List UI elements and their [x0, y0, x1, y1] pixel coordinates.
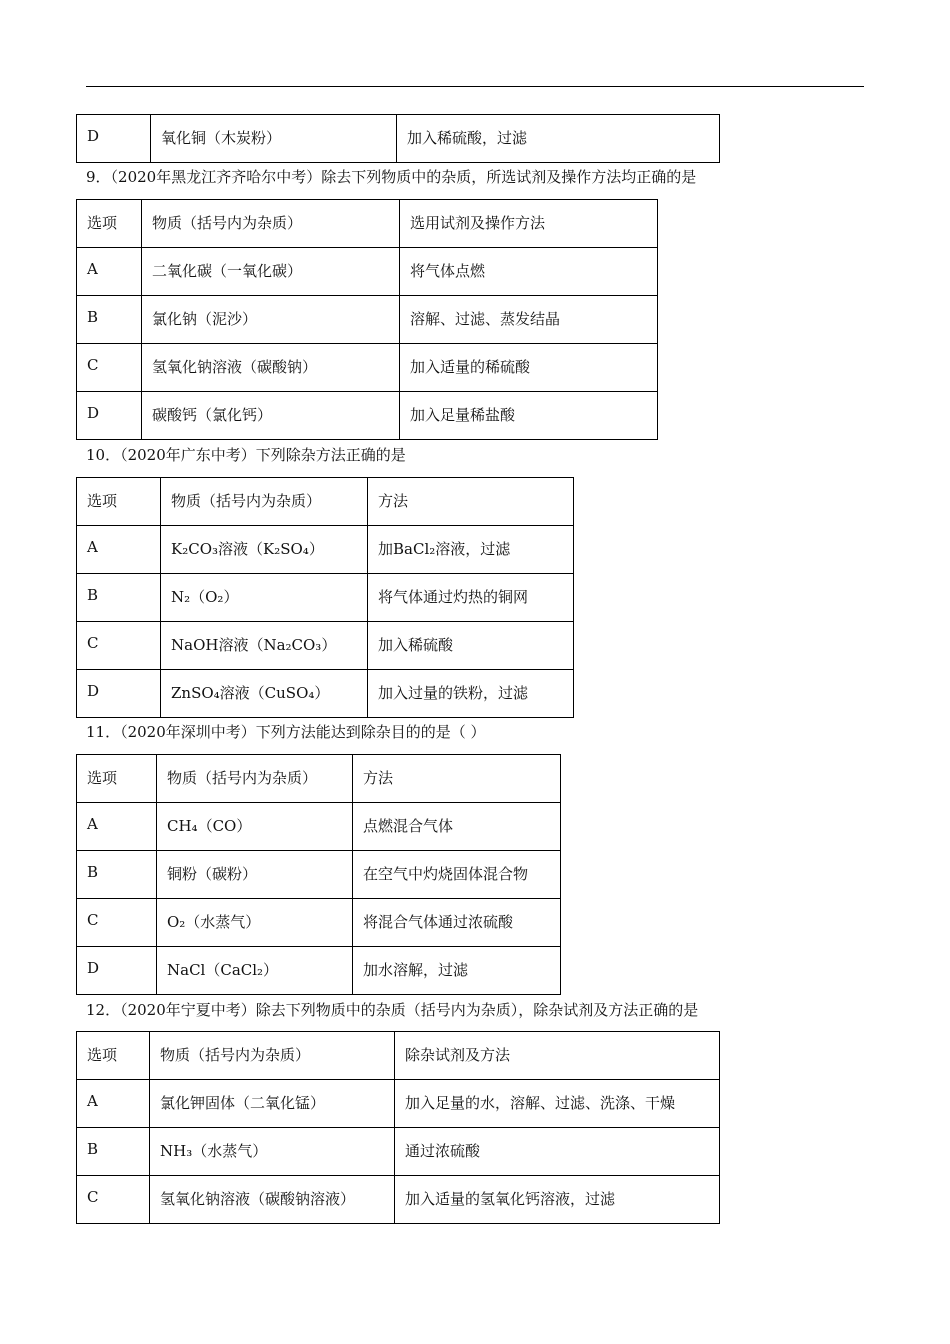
table-row [77, 115, 720, 163]
cell-option: C [77, 899, 157, 947]
cell-substance: 碳酸钙（氯化钙） [142, 392, 400, 440]
table-row [77, 574, 574, 622]
table-header-row [77, 478, 574, 526]
header-rule [86, 86, 864, 87]
q9-table [76, 199, 658, 440]
cell-substance: 氧化铜（木炭粉） [151, 115, 397, 163]
cell-substance: ZnSO₄溶液（CuSO₄） [161, 670, 368, 718]
header-substance: 物质（括号内为杂质） [161, 478, 368, 526]
cell-option: D [77, 392, 142, 440]
table-row [77, 526, 574, 574]
cell-option: C [77, 1176, 150, 1224]
cell-substance: 氯化钠（泥沙） [142, 296, 400, 344]
cell-option: B [77, 851, 157, 899]
cell-method: 加入足量的水，溶解、过滤、洗涤、干燥 [395, 1080, 720, 1128]
header-method: 除杂试剂及方法 [395, 1032, 720, 1080]
q11-table [76, 754, 561, 995]
cell-method: 将气体通过灼热的铜网 [368, 574, 574, 622]
cell-method: 通过浓硫酸 [395, 1128, 720, 1176]
cell-method: 加BaCl₂溶液，过滤 [368, 526, 574, 574]
q8-table [76, 114, 720, 163]
cell-substance: CH₄（CO） [157, 803, 353, 851]
table-row [77, 899, 561, 947]
table-row [77, 803, 561, 851]
cell-option: B [77, 1128, 150, 1176]
table-header-row [77, 755, 561, 803]
table-header-row [77, 1032, 720, 1080]
q12-table [76, 1031, 720, 1224]
cell-substance: NH₃（水蒸气） [150, 1128, 395, 1176]
table-row [77, 622, 574, 670]
header-method: 选用试剂及操作方法 [400, 200, 658, 248]
cell-method: 点燃混合气体 [353, 803, 561, 851]
cell-method: 加入足量稀盐酸 [400, 392, 658, 440]
cell-option: A [77, 803, 157, 851]
question-11: 11．（2020年深圳中考）下列方法能达到除杂目的的是（ ） [86, 723, 486, 741]
cell-method: 加水溶解，过滤 [353, 947, 561, 995]
cell-option: A [77, 248, 142, 296]
cell-option: D [77, 115, 151, 163]
cell-substance: K₂CO₃溶液（K₂SO₄） [161, 526, 368, 574]
cell-substance: 氢氧化钠溶液（碳酸钠溶液） [150, 1176, 395, 1224]
header-option: 选项 [77, 755, 157, 803]
cell-method: 加入稀硫酸 [368, 622, 574, 670]
header-substance: 物质（括号内为杂质） [142, 200, 400, 248]
cell-option: D [77, 947, 157, 995]
table-row [77, 1176, 720, 1224]
header-option: 选项 [77, 200, 142, 248]
table-row [77, 670, 574, 718]
cell-substance: 二氧化碳（一氧化碳） [142, 248, 400, 296]
cell-method: 加入过量的铁粉，过滤 [368, 670, 574, 718]
cell-method: 溶解、过滤、蒸发结晶 [400, 296, 658, 344]
table-row [77, 296, 658, 344]
cell-substance: NaOH溶液（Na₂CO₃） [161, 622, 368, 670]
header-substance: 物质（括号内为杂质） [157, 755, 353, 803]
cell-substance: NaCl（CaCl₂） [157, 947, 353, 995]
cell-substance: 氢氧化钠溶液（碳酸钠） [142, 344, 400, 392]
question-10: 10．（2020年广东中考）下列除杂方法正确的是 [86, 446, 406, 464]
table-row [77, 1080, 720, 1128]
cell-substance: 铜粉（碳粉） [157, 851, 353, 899]
table-row [77, 851, 561, 899]
cell-method: 加入稀硫酸，过滤 [397, 115, 720, 163]
cell-method: 在空气中灼烧固体混合物 [353, 851, 561, 899]
table-row [77, 344, 658, 392]
table-header-row [77, 200, 658, 248]
q10-table [76, 477, 574, 718]
table-row [77, 392, 658, 440]
cell-option: B [77, 574, 161, 622]
question-12: 12．（2020年宁夏中考）除去下列物质中的杂质（括号内为杂质），除杂试剂及方法正确的是 [86, 1001, 699, 1019]
table-row [77, 248, 658, 296]
cell-option: C [77, 622, 161, 670]
cell-option: B [77, 296, 142, 344]
cell-option: A [77, 526, 161, 574]
header-method: 方法 [368, 478, 574, 526]
cell-method: 将混合气体通过浓硫酸 [353, 899, 561, 947]
cell-option: A [77, 1080, 150, 1128]
cell-option: C [77, 344, 142, 392]
cell-substance: 氯化钾固体（二氧化锰） [150, 1080, 395, 1128]
cell-option: D [77, 670, 161, 718]
cell-method: 将气体点燃 [400, 248, 658, 296]
header-substance: 物质（括号内为杂质） [150, 1032, 395, 1080]
header-method: 方法 [353, 755, 561, 803]
cell-method: 加入适量的稀硫酸 [400, 344, 658, 392]
table-row [77, 1128, 720, 1176]
cell-method: 加入适量的氢氧化钙溶液，过滤 [395, 1176, 720, 1224]
question-9: 9．（2020年黑龙江齐齐哈尔中考）除去下列物质中的杂质，所选试剂及操作方法均正确的是 [86, 168, 697, 186]
cell-substance: O₂（水蒸气） [157, 899, 353, 947]
table-row [77, 947, 561, 995]
header-option: 选项 [77, 478, 161, 526]
cell-substance: N₂（O₂） [161, 574, 368, 622]
header-option: 选项 [77, 1032, 150, 1080]
